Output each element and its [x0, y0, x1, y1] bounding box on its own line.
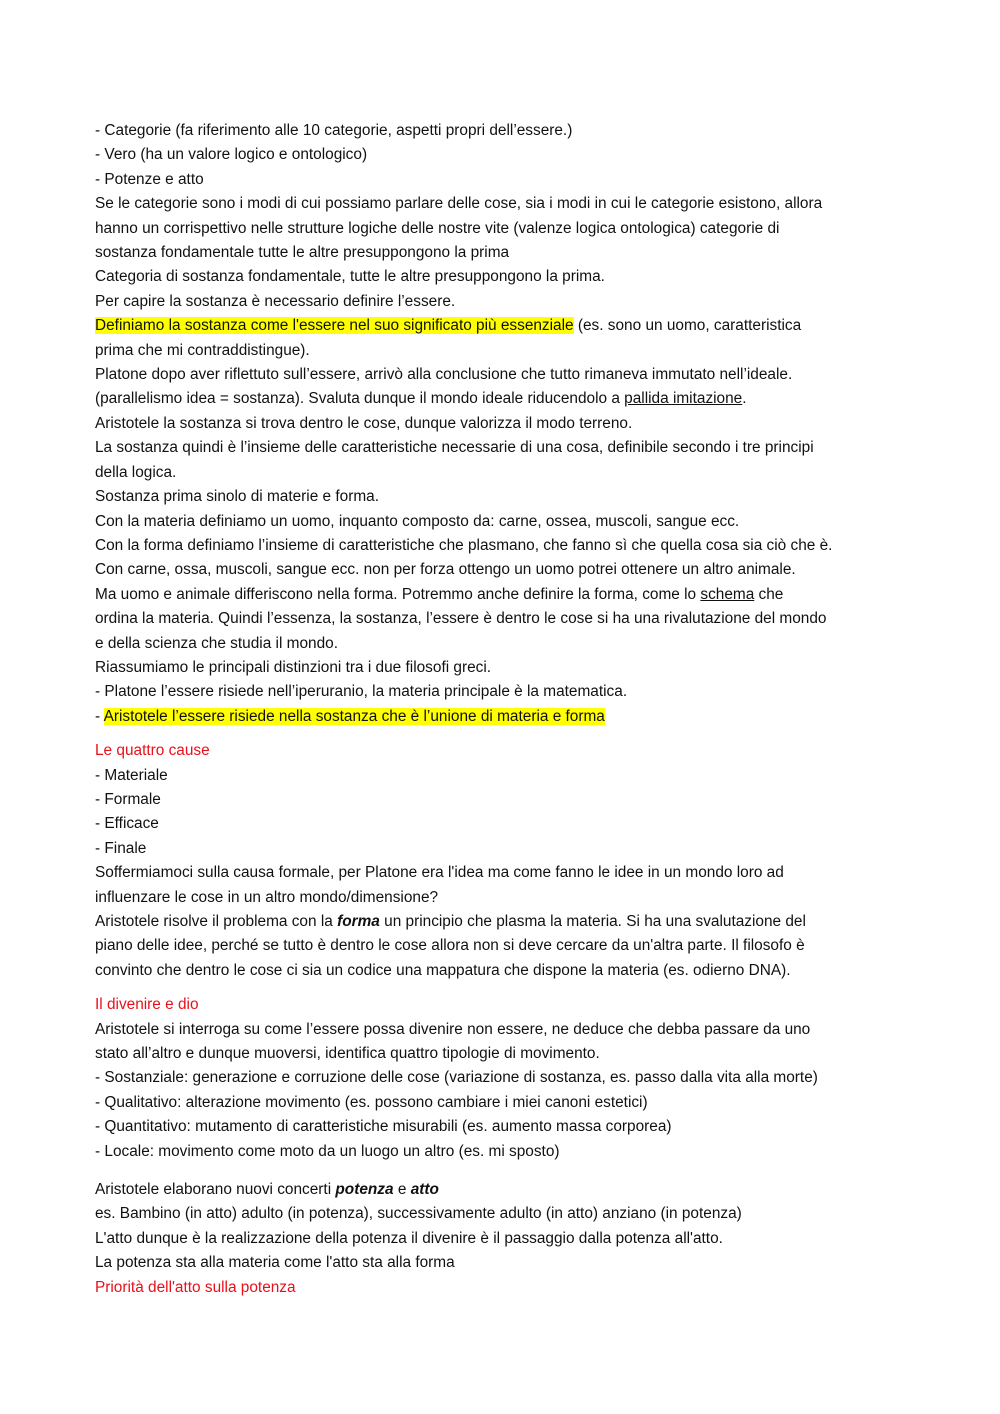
risolve-text: Aristotele risolve il problema con la — [95, 913, 338, 930]
aristotele-terreno: Aristotele la sostanza si trova dentro le cose, dunque valorizza il modo terreno. — [95, 414, 633, 432]
bold-potenza: potenza — [335, 1181, 394, 1199]
sinolo-line: Sostanza prima sinolo di materie e forma. — [95, 488, 379, 506]
platone-paragraph-line: Platone dopo aver riflettuto sull’essere, arrivò alla conclusione che tutto rimaneva immutato nell’ideale. — [95, 366, 793, 384]
paragraph-sostanza-fondamentale: Categoria di sostanza fondamentale, tutte le altre presuppongono la prima. — [95, 268, 605, 286]
movimento-item: - Quantitativo: mutamento di caratteristiche misurabili (es. aumento massa corporea) — [95, 1118, 672, 1136]
aristotele-bullet — [95, 705, 915, 729]
underlined-pallida-imitazione: pallida imitazione — [624, 390, 743, 408]
paragraph-spacer — [95, 1164, 915, 1178]
concetti-line — [95, 1178, 915, 1202]
causa-formale-line: influenzare le cose in un altro mondo/dimensione? — [95, 888, 439, 906]
bullet-potenze: - Potenze e atto — [95, 170, 204, 188]
platone-paragraph-line — [95, 387, 915, 411]
divenire-intro-line: stato all’altro e dunque muoversi, identifica quattro tipologie di movimento. — [95, 1045, 600, 1063]
movimento-item: - Locale: movimento come moto da un luogo un altro (es. mi sposto) — [95, 1142, 560, 1160]
cause-item: - Efficace — [95, 815, 159, 833]
paragraph-capire-sostanza: Per capire la sostanza è necessario definire l’essere. — [95, 292, 456, 310]
definition-line-continued: prima che mi contraddistingue). — [95, 341, 310, 359]
paragraph-categorie-line: sostanza fondamentale tutte le altre presuppongono la prima — [95, 244, 510, 262]
heading-priorita-atto: Priorità dell'atto sulla potenza — [95, 1278, 296, 1296]
period: . — [742, 390, 747, 408]
uomo-text-end: che — [754, 585, 784, 603]
esempio-line: es. Bambino (in atto) adulto (in potenza), successivamente adulto (in atto) anziano (in potenza) — [95, 1205, 742, 1223]
document-page — [95, 119, 915, 1300]
platone-text: (parallelismo idea = sostanza). Svaluta dunque il mondo ideale riducendolo a — [95, 390, 625, 408]
platone-iperuranio-bullet: - Platone l’essere risiede nell’iperuranio, la materia principale è la matematica. — [95, 683, 628, 701]
movimento-item: - Qualitativo: alterazione movimento (es. possono cambiare i miei canoni estetici) — [95, 1093, 648, 1111]
bullet-vero: - Vero (ha un valore logico e ontologico) — [95, 146, 368, 164]
cause-item: - Finale — [95, 839, 147, 857]
paragraph-categorie-line: hanno un corrispettivo nelle strutture logiche delle nostre vite (valenze logica ontologica) categorie di — [95, 219, 780, 237]
cause-item: - Formale — [95, 790, 161, 808]
insieme-paragraph-line: della logica. — [95, 463, 177, 481]
underlined-schema: schema — [700, 585, 755, 603]
causa-formale-line: Soffermiamoci sulla causa formale, per Platone era l'idea ma come fanno le idee in un mondo loro ad — [95, 864, 784, 882]
paragraph-spacer — [95, 729, 915, 739]
divenire-intro-line: Aristotele si interroga su come l’essere possa divenire non essere, ne deduce che debba passare da uno — [95, 1020, 811, 1038]
insieme-paragraph-line: La sostanza quindi è l’insieme delle caratteristiche necessarie di una cosa, definibile secondo i tre principi — [95, 439, 814, 457]
uomo-paragraph-line — [95, 583, 915, 607]
risolve-line: piano delle idee, perché se tutto è dentro le cose allora non si deve cercare da un'altra parte. Il filosofo è — [95, 937, 805, 955]
risolve-line — [95, 910, 915, 934]
heading-quattro-cause: Le quattro cause — [95, 742, 210, 760]
materia-line: Con la materia definiamo un uomo, inquanto composto da: carne, ossea, muscoli, sangue ecc. — [95, 512, 740, 530]
forma-line: Con la forma definiamo l’insieme di caratteristiche che plasmano, che fanno sì che quella cosa sia ciò che è. — [95, 536, 833, 554]
riassumiamo-line: Riassumiamo le principali distinzioni tra i due filosofi greci. — [95, 658, 492, 676]
highlighted-definition: Definiamo la sostanza come l'essere nel suo significato più essenziale — [95, 317, 574, 335]
movimento-item: - Sostanziale: generazione e corruzione delle cose (variazione di sostanza, es. passo dalla vita alla morte) — [95, 1069, 818, 1087]
paragraph-spacer — [95, 983, 915, 993]
bold-atto: atto — [410, 1181, 439, 1199]
risolve-line: convinto che dentro le cose ci sia un codice una mappatura che dispone la materia (es. odierno DNA). — [95, 961, 791, 979]
definition-example: (es. sono un uomo, caratteristica — [573, 317, 802, 335]
highlighted-aristotele: Aristotele l’essere risiede nella sostanza che è l’unione di materia e forma — [103, 707, 605, 725]
uomo-paragraph-line: ordina la materia. Quindi l’essenza, la sostanza, l’essere è dentro le cose si ha una rivalutazione del mondo — [95, 610, 827, 628]
bullet-dash: - — [95, 707, 104, 725]
paragraph-categorie-line: Se le categorie sono i modi di cui possiamo parlare delle cose, sia i modi in cui le categorie esistono, allora — [95, 195, 823, 213]
bullet-categorie: - Categorie (fa riferimento alle 10 categorie, aspetti propri dell’essere.) — [95, 122, 573, 139]
atto-definizione-line: L'atto dunque è la realizzazione della potenza il divenire è il passaggio dalla potenza all'atto. — [95, 1229, 723, 1247]
bold-forma: forma — [337, 913, 380, 930]
cause-item: - Materiale — [95, 766, 168, 784]
carne-line: Con carne, ossa, muscoli, sangue ecc. non per forza ottengo un uomo potrei ottenere un altro animale. — [95, 561, 796, 579]
uomo-paragraph-line: e della scienza che studia il mondo. — [95, 634, 338, 652]
uomo-text: Ma uomo e animale differiscono nella forma. Potremmo anche definire la forma, come lo — [95, 585, 701, 603]
definition-line — [95, 314, 915, 338]
concetti-text: Aristotele elaborano nuovi concerti — [95, 1181, 336, 1199]
concetti-conjunction: e — [393, 1181, 411, 1199]
potenza-materia-line: La potenza sta alla materia come l'atto sta alla forma — [95, 1254, 455, 1272]
heading-divenire-dio: Il divenire e dio — [95, 996, 199, 1014]
risolve-text-end: un principio che plasma la materia. Si ha una svalutazione del — [379, 913, 806, 930]
